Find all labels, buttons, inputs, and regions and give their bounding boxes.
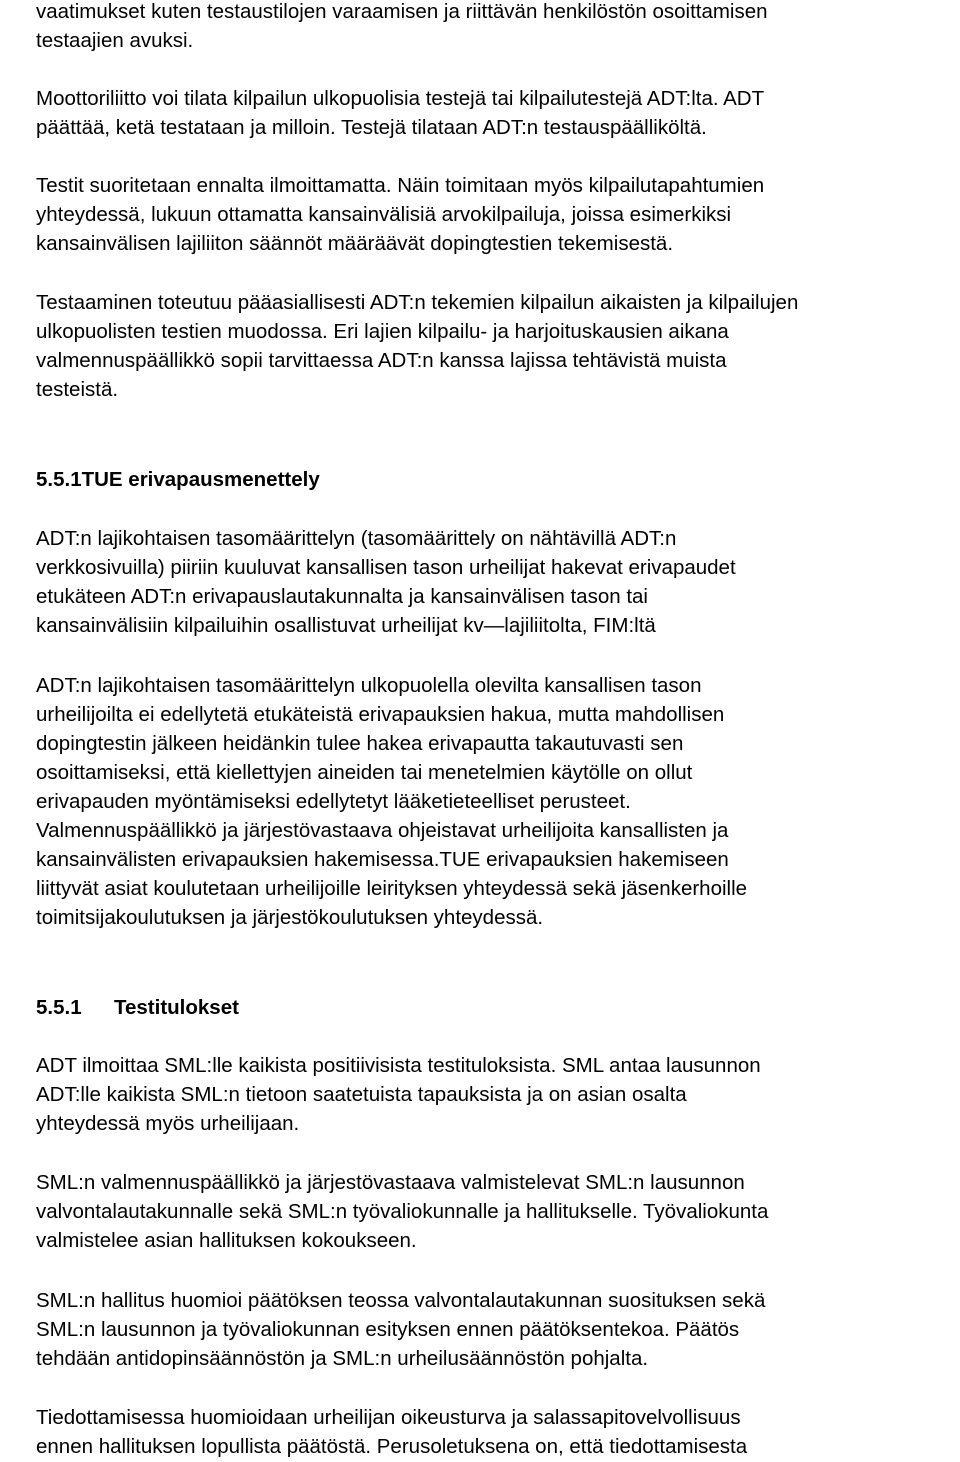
paragraph-unannounced-tests [36,171,960,258]
paragraph-tue-1 [36,524,960,640]
text-line: Tiedottamisessa huomioidaan urheilijan oikeusturva ja salassapitovelvollisuus [36,1406,741,1429]
text-line: Moottoriliitto voi tilata kilpailun ulkopuolisia testejä tai kilpailutestejä ADT:lta. ADT [36,87,765,110]
text-line: Testit suoritetaan ennalta ilmoittamatta. Näin toimitaan myös kilpailutapahtumien [36,174,765,197]
paragraph-ordering-tests [36,84,960,142]
text-line: vaatimukset kuten testaustilojen varaamisen ja riittävän henkilöstön osoittamisen [36,0,768,23]
text-line: toimitsijakoulutuksen ja järjestökoulutuksen yhteydessä. [36,906,544,929]
text-line: valmistelee asian hallituksen kokoukseen. [36,1229,417,1252]
text-line: erivapauden myöntämiseksi edellytetyt lääketieteelliset perusteet. [36,790,631,813]
text-line: ADT:n lajikohtaisen tasomäärittelyn (tasomäärittely on nähtävillä ADT:n [36,527,677,550]
text-line: valvontalautakunnalle sekä SML:n työvaliokunnalle ja hallitukselle. Työvaliokunta [36,1200,769,1223]
section-title: Testitulokset [114,996,239,1019]
text-line: yhteydessä, lukuun ottamatta kansainvälisiä arvokilpailuja, joissa esimerkiksi [36,203,732,226]
text-line: kansainvälisiin kilpailuihin osallistuvat urheilijat kv—lajiliitolta, FIM:ltä [36,614,656,637]
text-line: valmennuspäällikkö sopii tarvittaessa ADT:n kanssa lajissa tehtävistä muista [36,349,727,372]
text-line: Testaaminen toteutuu pääasiallisesti ADT:n tekemien kilpailun aikaisten ja kilpailujen [36,291,799,314]
text-line: SML:n valmennuspäällikkö ja järjestövastaava valmistelevat SML:n lausunnon [36,1171,745,1194]
text-line: dopingtestin jälkeen heidänkin tulee hakea erivapautta takautuvasti sen [36,732,684,755]
paragraph-results-1 [36,1051,960,1138]
text-line: urheilijoilta ei edellytetä etukäteistä erivapauksien hakua, mutta mahdollisen [36,703,725,726]
section-title: TUE erivapausmenettely [81,468,320,491]
text-line: kansainvälisen lajiliiton säännöt määräävät dopingtestien tekemisestä. [36,232,674,255]
text-line: testaajien avuksi. [36,29,194,52]
paragraph-results-4 [36,1403,960,1461]
paragraph-results-2 [36,1168,960,1255]
text-line: testeistä. [36,378,119,401]
text-line: SML:n hallitus huomioi päätöksen teossa valvontalautakunnan suosituksen sekä [36,1289,766,1312]
paragraph-results-3 [36,1286,960,1373]
text-line: Valmennuspäällikkö ja järjestövastaava ohjeistavat urheilijoita kansallisten ja [36,819,729,842]
text-line: ADT ilmoittaa SML:lle kaikista positiivisista testituloksista. SML antaa lausunnon [36,1054,761,1077]
text-line: liittyvät asiat koulutetaan urheilijoille leirityksen yhteydessä sekä jäsenkerhoille [36,877,748,900]
text-line: etukäteen ADT:n erivapauslautakunnalta ja kansainvälisen tason tai [36,585,648,608]
text-line: tehdään antidopinsäännöstön ja SML:n urheilusäännöstön pohjalta. [36,1347,649,1370]
text-line: kansainvälisten erivapauksien hakemisessa.TUE erivapauksien hakemiseen [36,848,729,871]
text-line: ADT:n lajikohtaisen tasomäärittelyn ulkopuolella olevilta kansallisen tason [36,674,702,697]
text-line: osoittamiseksi, että kiellettyjen aineiden tai menetelmien käytölle on ollut [36,761,693,784]
section-heading-results [36,993,239,1022]
paragraph-tue-2 [36,671,960,932]
text-line: päättää, ketä testataan ja milloin. Testejä tilataan ADT:n testauspäälliköltä. [36,116,707,139]
section-number: 5.5.1 [36,996,82,1019]
text-line: SML:n lausunnon ja työvaliokunnan esityksen ennen päätöksentekoa. Päätös [36,1318,740,1341]
section-heading-tue [36,465,320,494]
text-line: ennen hallituksen lopullista päätöstä. Perusoletuksena on, että tiedottamisesta [36,1435,748,1458]
section-number: 5.5.1 [36,468,82,491]
text-line: ulkopuolisten testien muodossa. Eri lajien kilpailu- ja harjoituskausien aikana [36,320,729,343]
paragraph-intro [36,0,960,55]
paragraph-testing [36,288,960,404]
text-line: verkkosivuilla) piiriin kuuluvat kansallisen tason urheilijat hakevat erivapaudet [36,556,736,579]
text-line: ADT:lle kaikista SML:n tietoon saatetuista tapauksista ja on asian osalta [36,1083,687,1106]
text-line: yhteydessä myös urheilijaan. [36,1112,300,1135]
